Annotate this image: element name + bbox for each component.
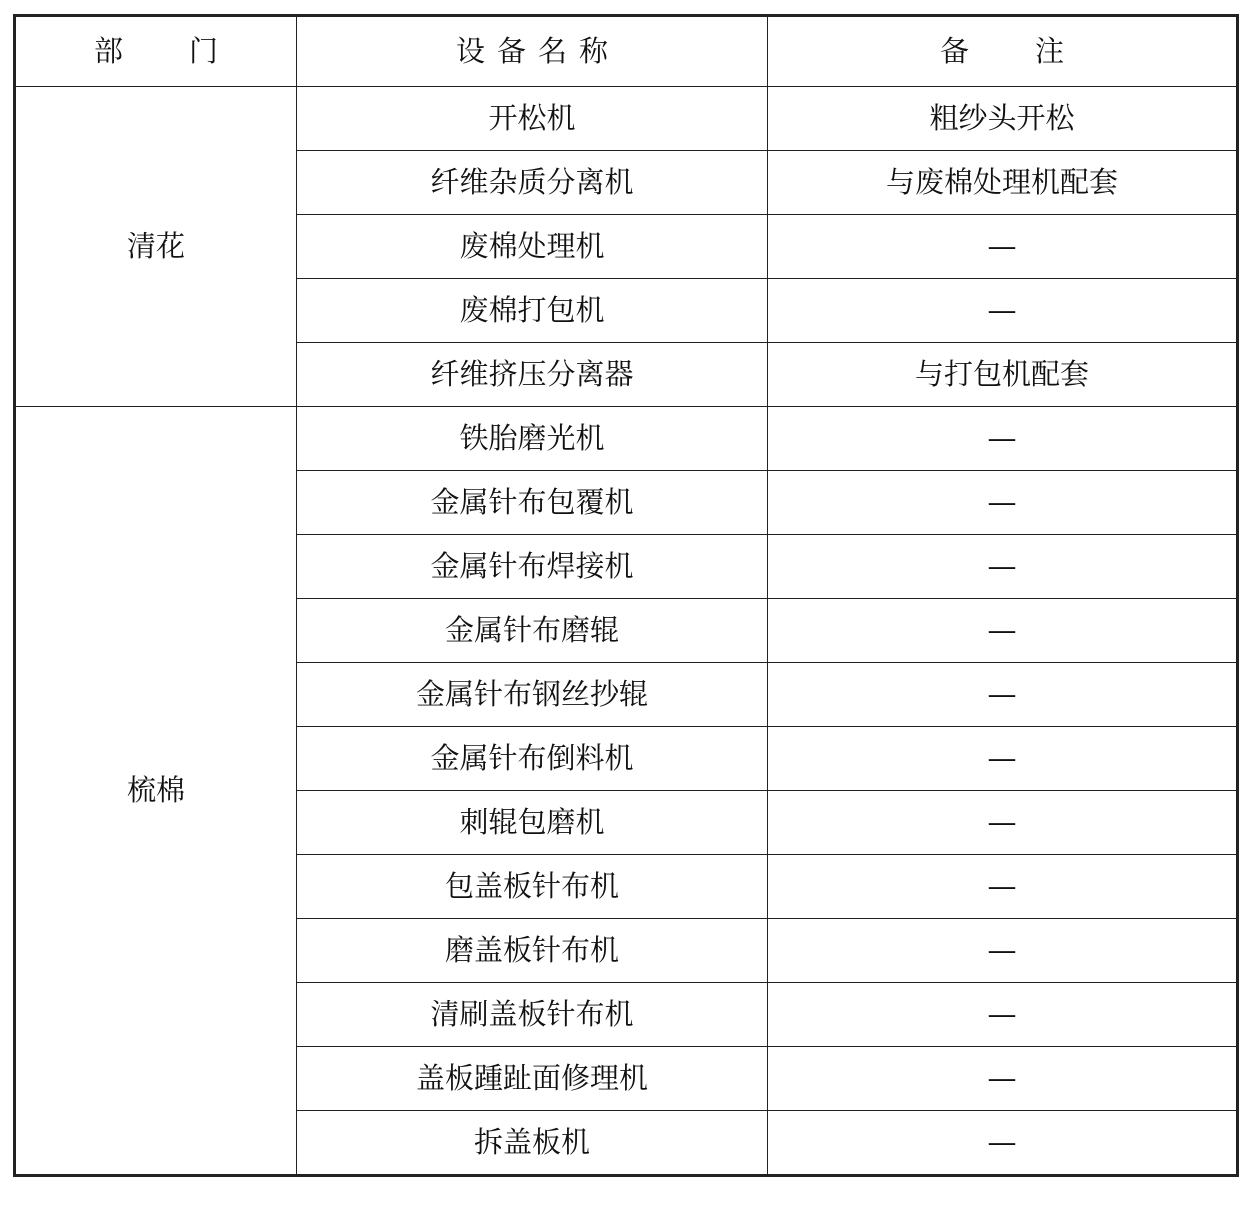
remarks-cell: —	[768, 791, 1238, 855]
equipment-name-cell: 清刷盖板针布机	[297, 983, 768, 1047]
equipment-table	[13, 14, 1239, 1177]
remarks-cell: —	[768, 855, 1238, 919]
remarks-cell: —	[768, 919, 1238, 983]
equipment-name-cell: 纤维挤压分离器	[297, 343, 768, 407]
remarks-cell: —	[768, 279, 1238, 343]
header-row	[15, 16, 1238, 87]
remarks-cell: —	[768, 599, 1238, 663]
remarks-cell: —	[768, 983, 1238, 1047]
remarks-cell: —	[768, 215, 1238, 279]
equipment-name-cell: 金属针布倒料机	[297, 727, 768, 791]
equipment-name-cell: 开松机	[297, 87, 768, 151]
remarks-cell: 粗纱头开松	[768, 87, 1238, 151]
remarks-cell: —	[768, 407, 1238, 471]
equipment-name-cell: 金属针布焊接机	[297, 535, 768, 599]
table-body	[15, 87, 1238, 1176]
remarks-cell: —	[768, 1047, 1238, 1111]
department-cell: 梳棉	[15, 407, 297, 1176]
header-equipment-name: 设备名称	[297, 16, 768, 87]
table-row	[15, 407, 1238, 471]
remarks-cell: —	[768, 663, 1238, 727]
table-row	[15, 87, 1238, 151]
equipment-name-cell: 铁胎磨光机	[297, 407, 768, 471]
equipment-name-cell: 废棉处理机	[297, 215, 768, 279]
equipment-name-cell: 纤维杂质分离机	[297, 151, 768, 215]
remarks-cell: 与废棉处理机配套	[768, 151, 1238, 215]
remarks-cell: 与打包机配套	[768, 343, 1238, 407]
equipment-name-cell: 刺辊包磨机	[297, 791, 768, 855]
equipment-name-cell: 金属针布磨辊	[297, 599, 768, 663]
equipment-name-cell: 金属针布包覆机	[297, 471, 768, 535]
department-cell: 清花	[15, 87, 297, 407]
remarks-cell: —	[768, 1111, 1238, 1176]
equipment-name-cell: 废棉打包机	[297, 279, 768, 343]
equipment-name-cell: 盖板踵趾面修理机	[297, 1047, 768, 1111]
remarks-cell: —	[768, 727, 1238, 791]
equipment-name-cell: 拆盖板机	[297, 1111, 768, 1176]
header-department: 部门	[15, 16, 297, 87]
remarks-cell: —	[768, 471, 1238, 535]
equipment-name-cell: 磨盖板针布机	[297, 919, 768, 983]
equipment-name-cell: 包盖板针布机	[297, 855, 768, 919]
remarks-cell: —	[768, 535, 1238, 599]
equipment-name-cell: 金属针布钢丝抄辊	[297, 663, 768, 727]
header-remarks: 备注	[768, 16, 1238, 87]
